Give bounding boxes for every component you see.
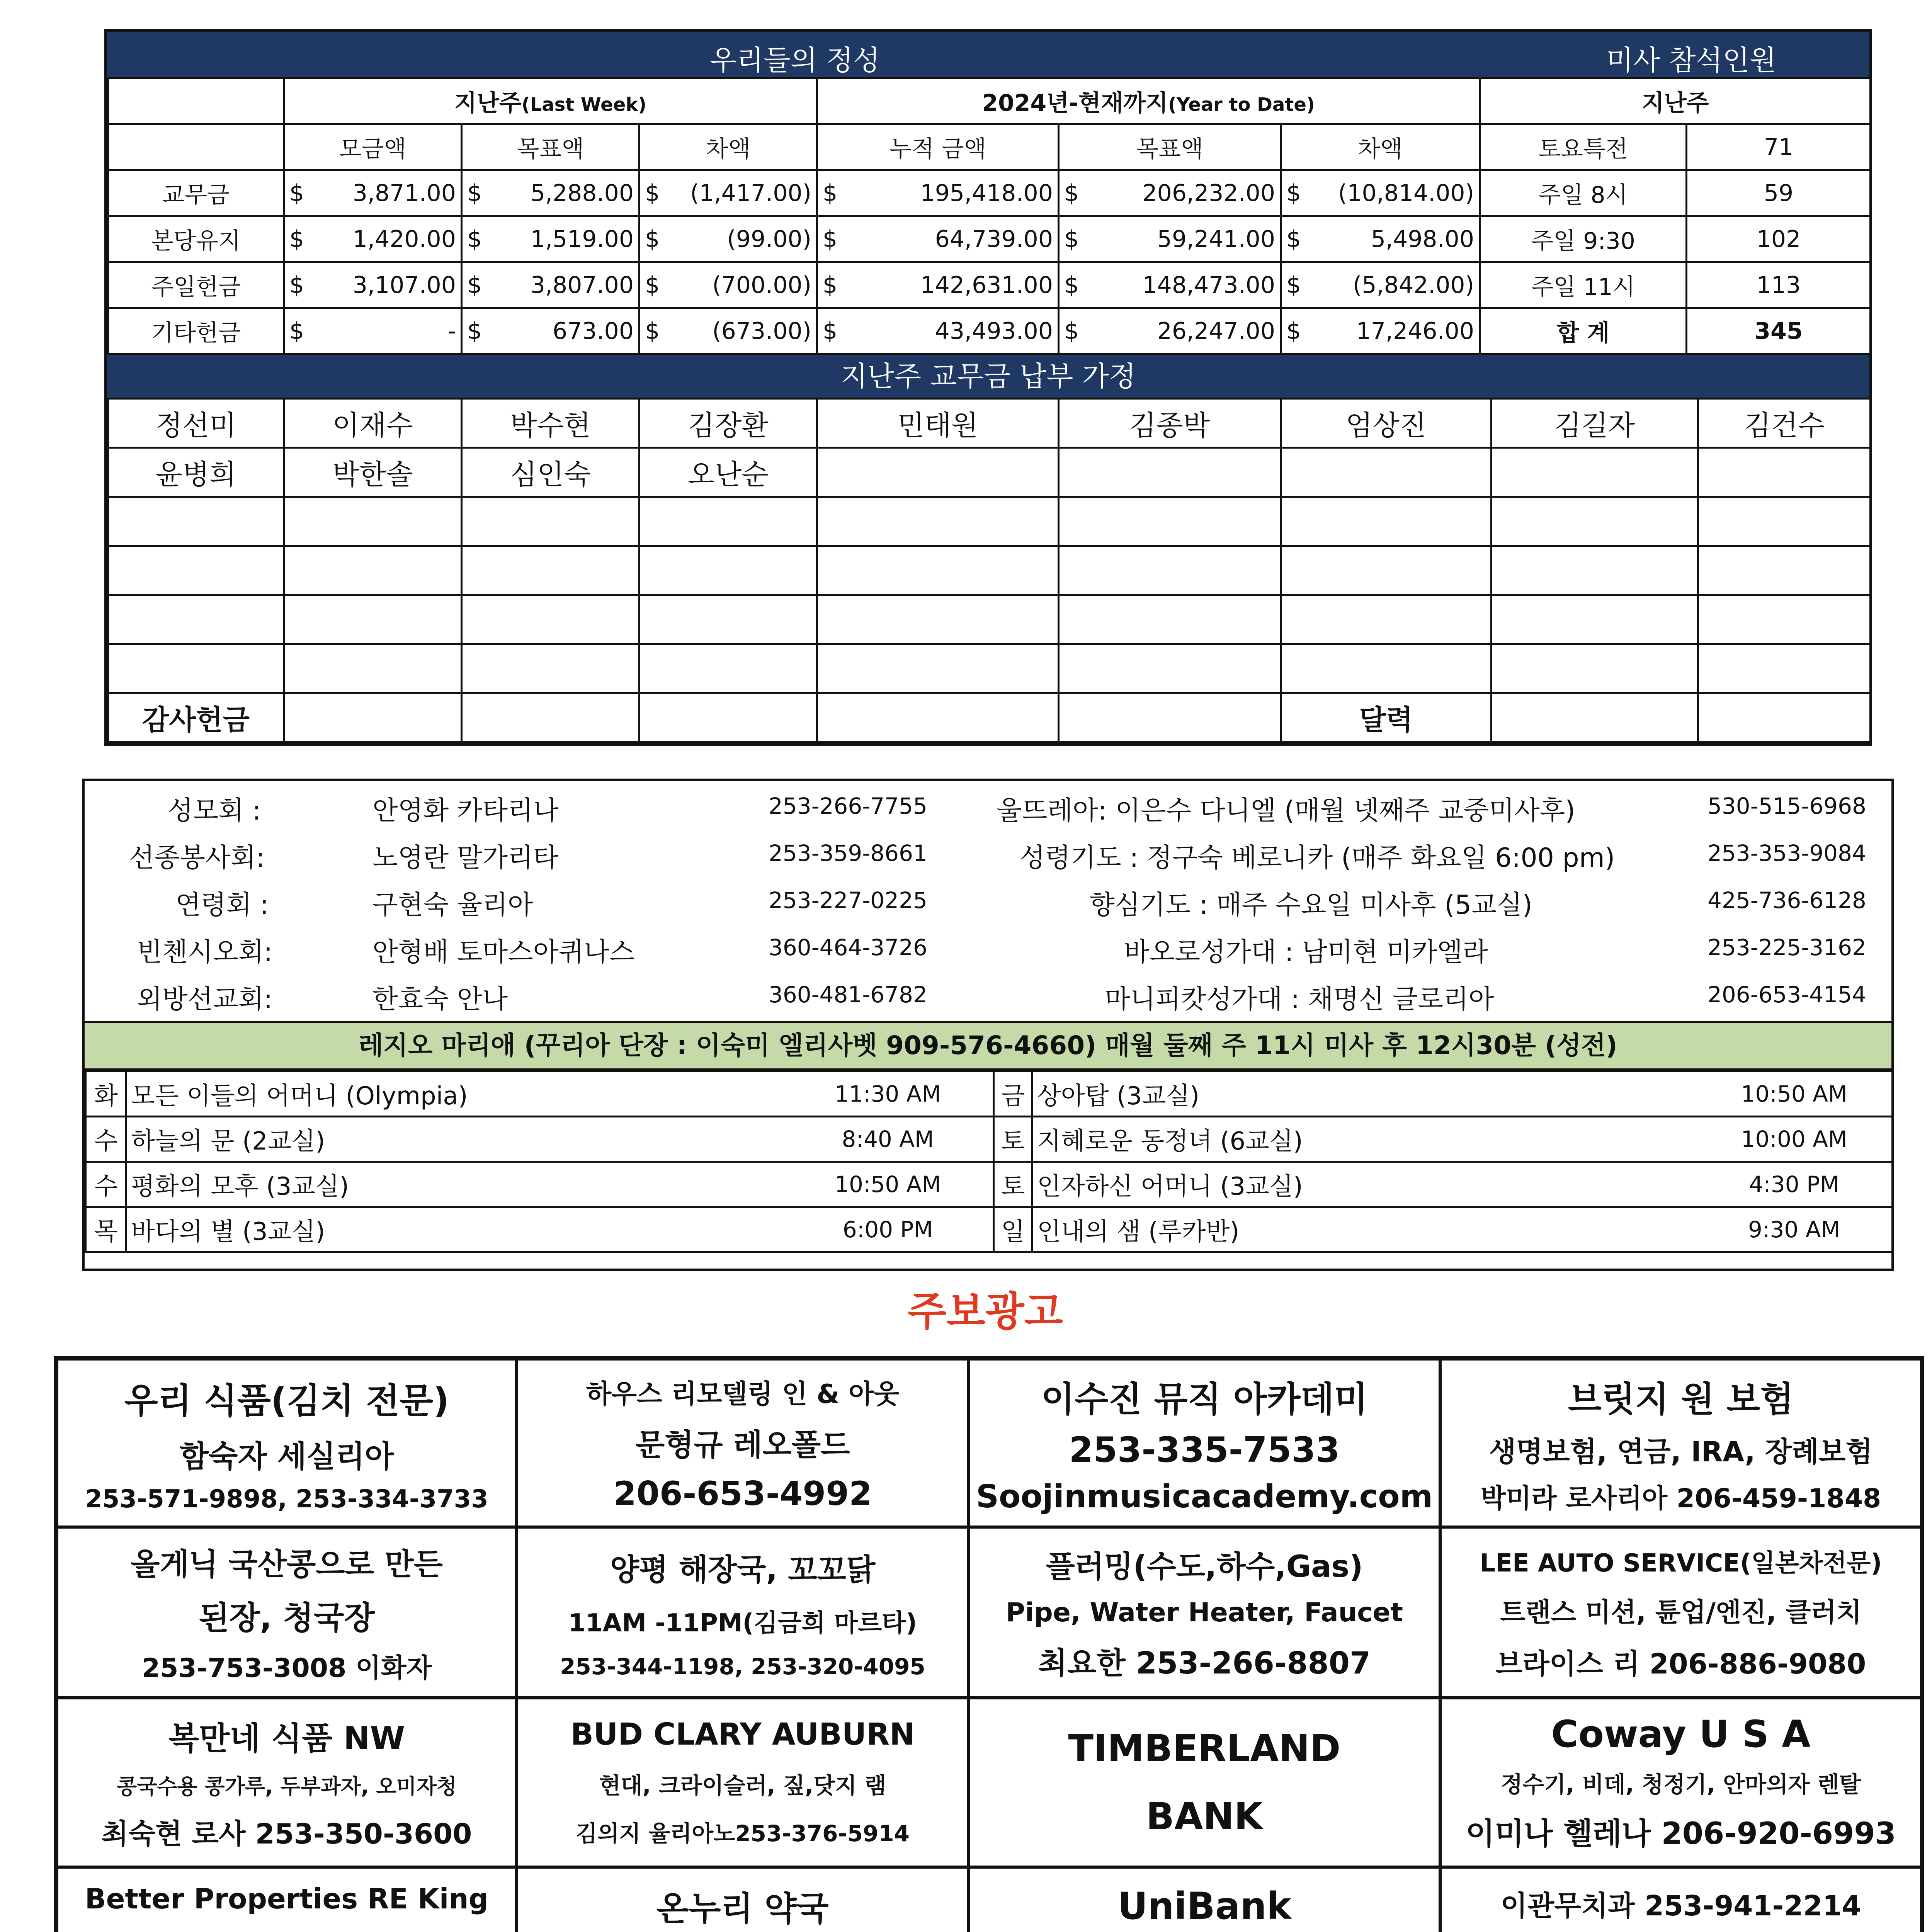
- ad-cell: 이수진 뮤직 아카데미 253-335-7533 Soojinmusicacademy.com: [969, 1359, 1440, 1527]
- day-cell: 일: [994, 1207, 1032, 1252]
- mass-count: 71: [1687, 124, 1871, 170]
- group-row: [85, 923, 1891, 970]
- money-cell: $ 148,473.00: [1059, 262, 1281, 308]
- col-header: 모금액: [284, 124, 462, 170]
- mass-count: 113: [1687, 262, 1871, 308]
- empty-cell: [1281, 448, 1492, 497]
- group-person: 구현숙 율리아: [372, 890, 533, 920]
- praesidium-name: 인자하신 어머니 (3교실): [1032, 1162, 1697, 1207]
- group-phone: 425-736-6128: [1708, 887, 1866, 913]
- group-phone: 253-353-9084: [1708, 840, 1866, 866]
- offering-title-bar: [107, 32, 1869, 77]
- praesidium-time: 9:30 AM: [1697, 1207, 1893, 1252]
- group-phone: 206-653-4154: [1708, 981, 1866, 1008]
- ad-cell: TIMBERLAND BANK: [969, 1698, 1440, 1867]
- day-cell: 토: [994, 1162, 1032, 1207]
- praesidium-time: 10:50 AM: [783, 1162, 994, 1207]
- ad-cell: 온누리 약국: [517, 1867, 969, 1932]
- empty-row: [108, 497, 1871, 546]
- attendance-header: 지난주: [1480, 78, 1871, 124]
- praesidium-name: 바다의 별 (3교실): [126, 1207, 783, 1252]
- row-label: 기타헌금: [108, 308, 284, 354]
- last-week-header: 지난주(Last Week): [284, 78, 817, 124]
- group-phone: 253-225-3162: [1708, 934, 1866, 961]
- family-name: 김종박: [1059, 399, 1281, 448]
- family-name: 심인숙: [462, 448, 639, 497]
- family-name: 이재수: [284, 399, 462, 448]
- ad-cell: 양평 해장국, 꼬꼬닭 11AM -11PM(김금희 마르타) 253-344-1198, 253-320-4095: [517, 1527, 969, 1698]
- day-cell: 목: [86, 1207, 126, 1252]
- day-cell: 화: [86, 1071, 126, 1117]
- family-name: 김건수: [1698, 399, 1871, 448]
- row-label: 교무금: [108, 170, 284, 216]
- money-cell: $ 5,498.00: [1281, 216, 1480, 262]
- col-header: 목표액: [462, 124, 639, 170]
- group-person: 안형배 토마스아퀴나스: [372, 937, 635, 968]
- family-name: 윤병희: [108, 448, 284, 497]
- legio-mariae-banner: 레지오 마리애 (꾸리아 단장 : 이숙미 엘리사벳 909-576-4660) 매월 둘째 주 11시 미사 후 12시30분 (성전): [85, 1021, 1891, 1070]
- ad-cell: 플러밍(수도,하수,Gas) Pipe, Water Heater, Faucet 최요한 253-266-8807: [969, 1527, 1440, 1698]
- praesidium-time: 8:40 AM: [783, 1117, 994, 1162]
- day-cell: 토: [994, 1117, 1032, 1162]
- ads-title: 주보광고: [908, 1288, 1063, 1335]
- money-cell: $ 59,241.00: [1059, 216, 1281, 262]
- money-cell: $ -: [284, 308, 462, 354]
- ytd-header: 2024년-현재까지(Year to Date): [817, 78, 1480, 124]
- money-cell: $ 1,420.00: [284, 216, 462, 262]
- row-label: 본당유지: [108, 216, 284, 262]
- empty-cell: [1059, 448, 1281, 497]
- family-name: 박수현: [462, 399, 639, 448]
- col-header: 차액: [639, 124, 817, 170]
- empty-cell: [817, 448, 1059, 497]
- mass-count: 59: [1687, 170, 1871, 216]
- group-text: 성령기도 : 정구숙 베로니카 (매주 화요일 6:00 pm): [1020, 843, 1615, 873]
- money-cell: $ 673.00: [462, 308, 639, 354]
- calendar-label: 달력: [1281, 693, 1492, 742]
- praesidium-time: 10:50 AM: [1697, 1071, 1893, 1117]
- ad-cell: 이관무치과 253-941-2214: [1440, 1867, 1922, 1932]
- total-label: 합 계: [1480, 308, 1687, 354]
- ad-cell: UniBank: [969, 1867, 1440, 1932]
- empty-row: [108, 546, 1871, 595]
- money-cell: $ (1,417.00): [639, 170, 817, 216]
- money-cell: $ (700.00): [639, 262, 817, 308]
- group-name: 연령회 :: [175, 890, 269, 920]
- blank-corner: [108, 78, 284, 124]
- group-row: [85, 781, 1891, 828]
- family-name: 엄상진: [1281, 399, 1492, 448]
- day-cell: 수: [86, 1117, 126, 1162]
- money-cell: $ 3,871.00: [284, 170, 462, 216]
- family-name: 김장환: [639, 399, 817, 448]
- group-phone: 530-515-6968: [1708, 793, 1866, 819]
- money-cell: $ 64,739.00: [817, 216, 1059, 262]
- group-name: 빈첸시오회:: [137, 937, 273, 968]
- group-person: 한효숙 안나: [372, 984, 508, 1015]
- praesidium-time: 4:30 PM: [1697, 1162, 1893, 1207]
- family-name: 박한솔: [284, 448, 462, 497]
- praesidium-name: 인내의 샘 (루카반): [1032, 1207, 1697, 1252]
- day-cell: 금: [994, 1071, 1032, 1117]
- parish-families-title: 지난주 교무금 납부 가정: [107, 355, 1869, 398]
- praesidium-time: 11:30 AM: [783, 1071, 994, 1117]
- group-name: 외방선교회:: [137, 984, 273, 1015]
- ad-cell: 하우스 리모델링 인 & 아웃 문형규 레오폴드 206-653-4992: [517, 1359, 969, 1527]
- group-text: 울뜨레아: 이은수 다니엘 (매월 넷째주 교중미사후): [997, 796, 1575, 826]
- praesidium-name: 모든 이들의 어머니 (Olympia): [126, 1071, 783, 1117]
- total-count: 345: [1687, 308, 1871, 354]
- offering-grid: [107, 77, 1872, 355]
- money-cell: $ (673.00): [639, 308, 817, 354]
- money-cell: $ (5,842.00): [1281, 262, 1480, 308]
- group-row: [85, 970, 1891, 1017]
- group-row: [85, 828, 1891, 876]
- money-cell: $ 206,232.00: [1059, 170, 1281, 216]
- mass-name: 토요특전: [1480, 124, 1687, 170]
- parish-groups-box: [82, 779, 1894, 1271]
- thanks-offering-label: 감사헌금: [108, 693, 284, 742]
- family-name: 김길자: [1492, 399, 1698, 448]
- group-phone: 253-359-8661: [769, 840, 927, 866]
- row-label: 주일헌금: [108, 262, 284, 308]
- group-phone: 360-464-3726: [769, 934, 927, 961]
- ad-cell: 올게닉 국산콩으로 만든 된장, 청국장 253-753-3008 이화자: [57, 1527, 517, 1698]
- day-cell: 수: [86, 1162, 126, 1207]
- empty-cell: [1698, 448, 1871, 497]
- group-name: 성모회 :: [168, 796, 261, 826]
- group-phone: 253-227-0225: [769, 887, 927, 913]
- mass-attendance-title: 미사 참석인원: [1606, 44, 1777, 77]
- parish-families-grid: [107, 398, 1872, 743]
- ad-cell: LEE AUTO SERVICE(일본차전문) 트랜스 미션, 튠업/엔진, 클러치 브라이스 리 206-886-9080: [1440, 1527, 1922, 1698]
- group-text: 바오로성가대 : 남미현 미카엘라: [1124, 937, 1488, 968]
- money-cell: $ 142,631.00: [817, 262, 1059, 308]
- money-cell: $ (10,814.00): [1281, 170, 1480, 216]
- family-name: 정선미: [108, 399, 284, 448]
- mass-name: 주일 11시: [1480, 262, 1687, 308]
- col-header: 누적 금액: [817, 124, 1059, 170]
- money-cell: $ 43,493.00: [817, 308, 1059, 354]
- ad-cell: BUD CLARY AUBURN 현대, 크라이슬러, 짚,닷지 램 김의지 율리아노253-376-5914: [517, 1698, 969, 1867]
- group-phone: 360-481-6782: [769, 981, 927, 1008]
- group-person: 안영화 카타리나: [372, 796, 559, 826]
- family-name: 민태원: [817, 399, 1059, 448]
- group-person: 노영란 말가리타: [372, 843, 559, 873]
- group-row: [85, 876, 1891, 923]
- praesidium-name: 평화의 모후 (3교실): [126, 1162, 783, 1207]
- praesidium-name: 지혜로운 동정녀 (6교실): [1032, 1117, 1697, 1162]
- praesidium-time: 10:00 AM: [1697, 1117, 1893, 1162]
- ad-cell: Better Properties RE King: [57, 1867, 517, 1932]
- money-cell: $ (99.00): [639, 216, 817, 262]
- mass-name: 주일 8시: [1480, 170, 1687, 216]
- ads-grid: [54, 1356, 1924, 1932]
- group-text: 마니피캇성가대 : 채명신 글로리아: [1105, 984, 1494, 1015]
- empty-cell: [1492, 448, 1698, 497]
- money-cell: $ 3,807.00: [462, 262, 639, 308]
- money-cell: $ 26,247.00: [1059, 308, 1281, 354]
- empty-row: [108, 595, 1871, 644]
- offering-table: [104, 29, 1872, 746]
- praesidium-time: 6:00 PM: [783, 1207, 994, 1252]
- empty-row: [108, 644, 1871, 693]
- praesidia-table: [85, 1070, 1893, 1253]
- ad-cell: 브릿지 원 보험 생명보험, 연금, IRA, 장례보험 박미라 로사리아 206-459-1848: [1440, 1359, 1922, 1527]
- family-name: 오난순: [639, 448, 817, 497]
- money-cell: $ 195,418.00: [817, 170, 1059, 216]
- col-header: 목표액: [1059, 124, 1281, 170]
- money-cell: $ 17,246.00: [1281, 308, 1480, 354]
- ad-cell: Coway U S A 정수기, 비데, 청정기, 안마의자 렌탈 이미나 헬레나 206-920-6993: [1440, 1698, 1922, 1867]
- group-text: 향심기도 : 매주 수요일 미사후 (5교실): [1089, 890, 1532, 920]
- blank-label: [108, 124, 284, 170]
- money-cell: $ 5,288.00: [462, 170, 639, 216]
- group-phone: 253-266-7755: [769, 793, 927, 819]
- mass-count: 102: [1687, 216, 1871, 262]
- praesidium-name: 상아탑 (3교실): [1032, 1071, 1697, 1117]
- ad-cell: 복만네 식품 NW 콩국수용 콩가루, 두부과자, 오미자청 최숙현 로사 253-350-3600: [57, 1698, 517, 1867]
- praesidium-name: 하늘의 문 (2교실): [126, 1117, 783, 1162]
- mass-name: 주일 9:30: [1480, 216, 1687, 262]
- money-cell: $ 3,107.00: [284, 262, 462, 308]
- money-cell: $ 1,519.00: [462, 216, 639, 262]
- group-name: 선종봉사회:: [129, 843, 265, 873]
- col-header: 차액: [1281, 124, 1480, 170]
- ad-cell: 우리 식품(김치 전문) 함숙자 세실리아 253-571-9898, 253-334-3733: [57, 1359, 517, 1527]
- offering-title: 우리들의 정성: [710, 44, 880, 77]
